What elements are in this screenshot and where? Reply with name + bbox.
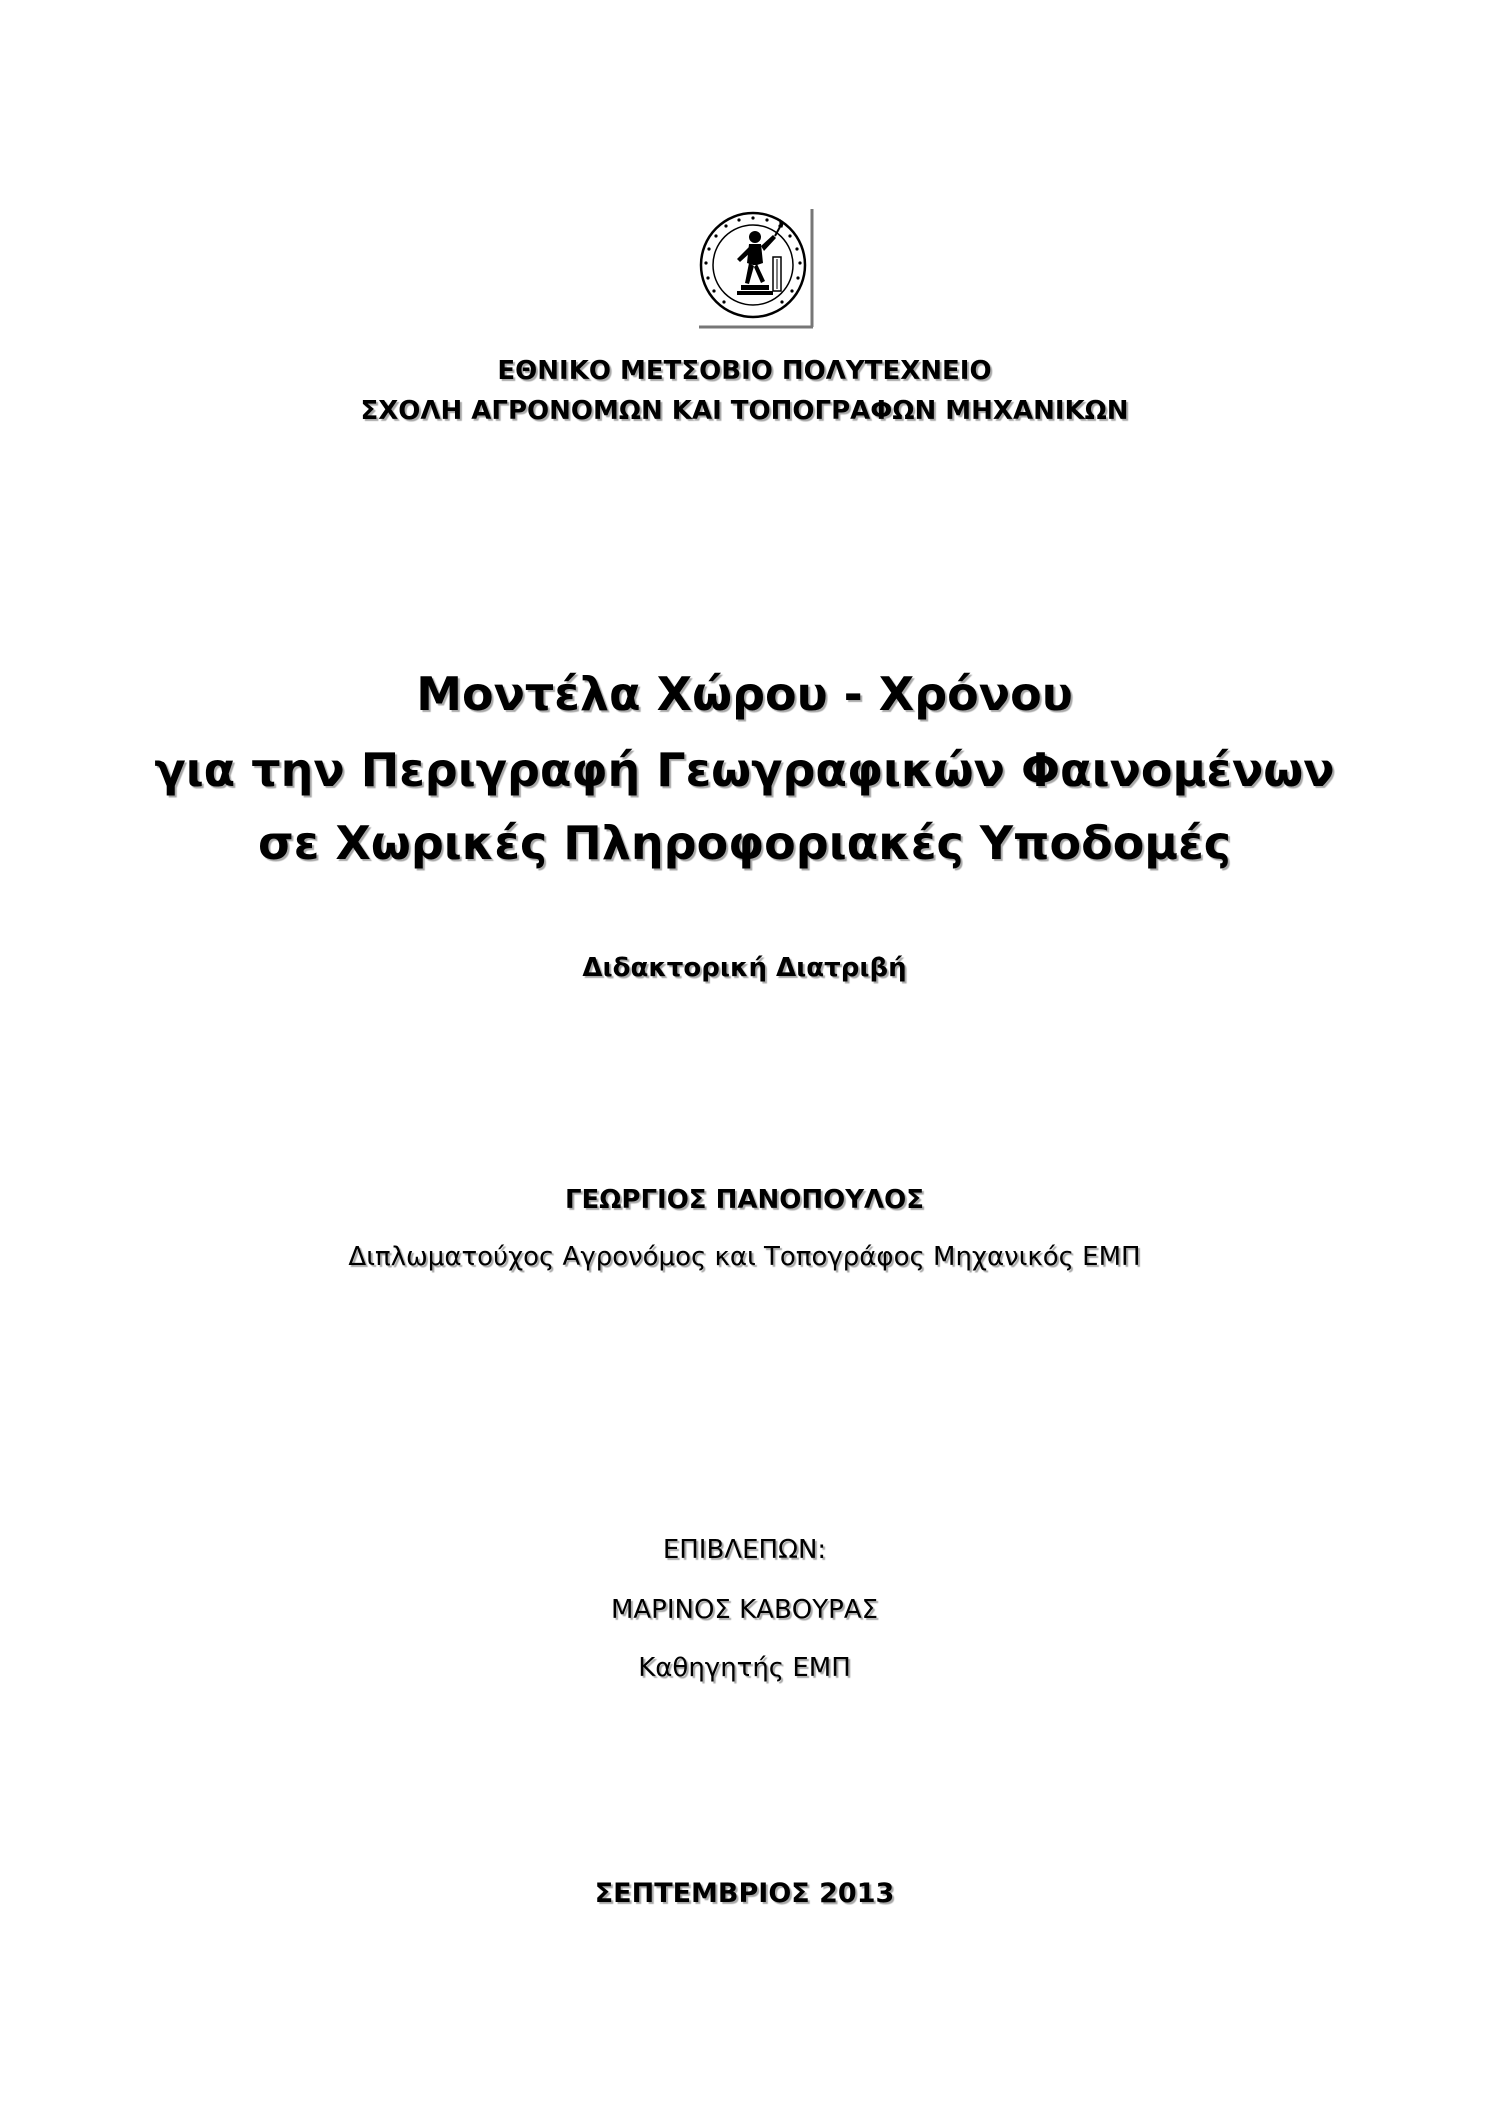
supervisor-label: ΕΠΙΒΛΕΠΩΝ: xyxy=(662,1535,827,1565)
school-name: ΣΧΟΛΗ ΑΓΡΟΝΟΜΩΝ ΚΑΙ ΤΟΠΟΓΡΑΦΩΝ ΜΗΧΑΝΙΚΩΝ xyxy=(360,396,1129,426)
thesis-title-line-1: Μοντέλα Χώρου - Χρόνου xyxy=(416,667,1073,721)
author-name: ΓΕΩΡΓΙΟΣ ΠΑΝΟΠΟΥΛΟΣ xyxy=(564,1185,925,1215)
supervisor-name: ΜΑΡΙΝΟΣ ΚΑΒΟΥΡΑΣ xyxy=(610,1595,879,1625)
document-type: Διδακτορική Διατριβή xyxy=(582,953,907,983)
supervisor-position: Καθηγητής ΕΜΠ xyxy=(638,1653,851,1683)
author-qualification: Διπλωματούχος Αγρονόμος και Τοπογράφος Μηχανικός ΕΜΠ xyxy=(348,1242,1141,1272)
university-name: ΕΘΝΙΚΟ ΜΕΤΣΟΒΙΟ ΠΟΛΥΤΕΧΝΕΙΟ xyxy=(497,356,992,386)
submission-date: ΣΕΠΤΕΜΒΡΙΟΣ 2013 xyxy=(594,1878,895,1909)
thesis-title-line-3: σε Χωρικές Πληροφοριακές Υποδομές xyxy=(257,816,1232,870)
thesis-title-line-2: για την Περιγραφή Γεωγραφικών Φαινομένων xyxy=(154,743,1335,797)
ntua-seal-icon xyxy=(697,207,815,329)
